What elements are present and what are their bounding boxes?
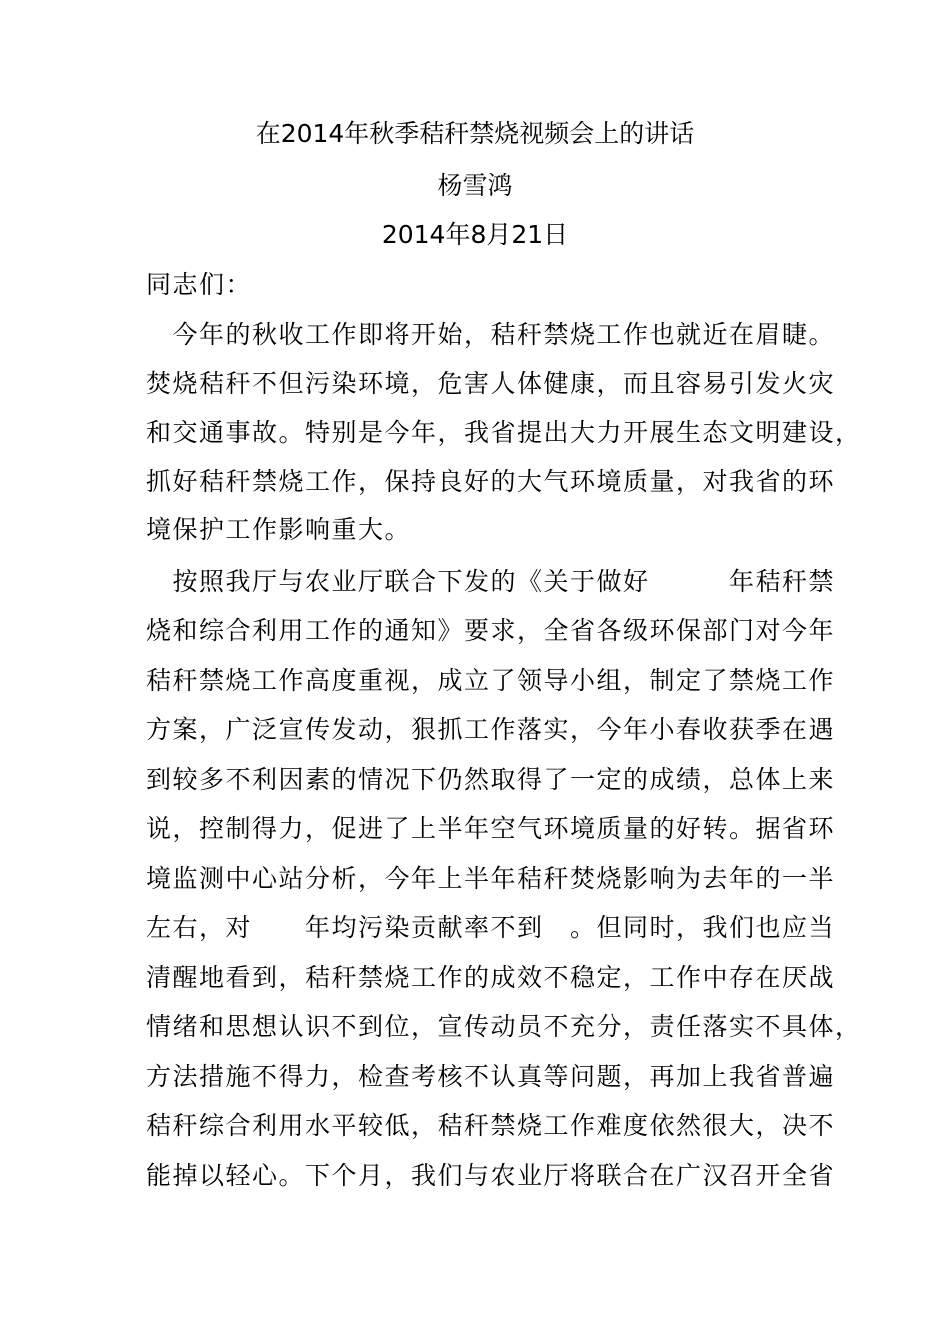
paragraph-2-line: 方法措施不得力，检查考核不认真等问题，再加上我省普遍 [146, 1062, 836, 1091]
paragraph-1-line: 今年的秋收工作即将开始，秸秆禁烧工作也就近在眉睫。 [146, 320, 836, 349]
paragraph-2-line: 说，控制得力，促进了上半年空气环境质量的好转。据省环 [146, 814, 836, 843]
speech-date: 2014年8月21日 [381, 220, 569, 249]
paragraph-1-line: 焚烧秸秆不但污染环境，危害人体健康，而且容易引发火灾 [146, 369, 836, 398]
paragraph-2-line: 能掉以轻心。下个月，我们与农业厅将联合在广汉召开全省 [146, 1161, 836, 1190]
paragraph-2-line: 秸秆禁烧工作高度重视，成立了领导小组，制定了禁烧工作 [146, 666, 836, 695]
paragraph-1-line: 抓好秸秆禁烧工作，保持良好的大气环境质量，对我省的环 [146, 467, 836, 496]
document-title: 在2014年秋季秸秆禁烧视频会上的讲话 [255, 119, 695, 148]
paragraph-1-line: 境保护工作影响重大。 [146, 515, 412, 544]
paragraph-2-line: 方案，广泛宣传发动，狠抓工作落实，今年小春收获季在遇 [146, 715, 836, 744]
paragraph-2-line: 左右，对 年均污染贡献率不到 。但同时，我们也应当 [146, 913, 836, 942]
paragraph-2-line: 清醒地看到，秸秆禁烧工作的成效不稳定，工作中存在厌战 [146, 963, 836, 992]
paragraph-1-line: 和交通事故。特别是今年，我省提出大力开展生态文明建设， [146, 418, 862, 447]
salutation: 同志们： [146, 270, 253, 299]
paragraph-2-line: 到较多不利因素的情况下仍然取得了一定的成绩，总体上来 [146, 765, 836, 794]
paragraph-2-line: 秸秆综合利用水平较低，秸秆禁烧工作难度依然很大，决不 [146, 1111, 836, 1140]
author-name: 杨雪鸿 [437, 171, 513, 200]
paragraph-2-line: 情绪和思想认识不到位，宣传动员不充分，责任落实不具体， [146, 1012, 862, 1041]
paragraph-2-line: 按照我厅与农业厅联合下发的《关于做好 年秸秆禁 [146, 567, 836, 596]
paragraph-2-line: 境监测中心站分析，今年上半年秸秆焚烧影响为去年的一半 [146, 864, 836, 893]
paragraph-2-line: 烧和综合利用工作的通知》要求，全省各级环保部门对今年 [146, 616, 836, 645]
